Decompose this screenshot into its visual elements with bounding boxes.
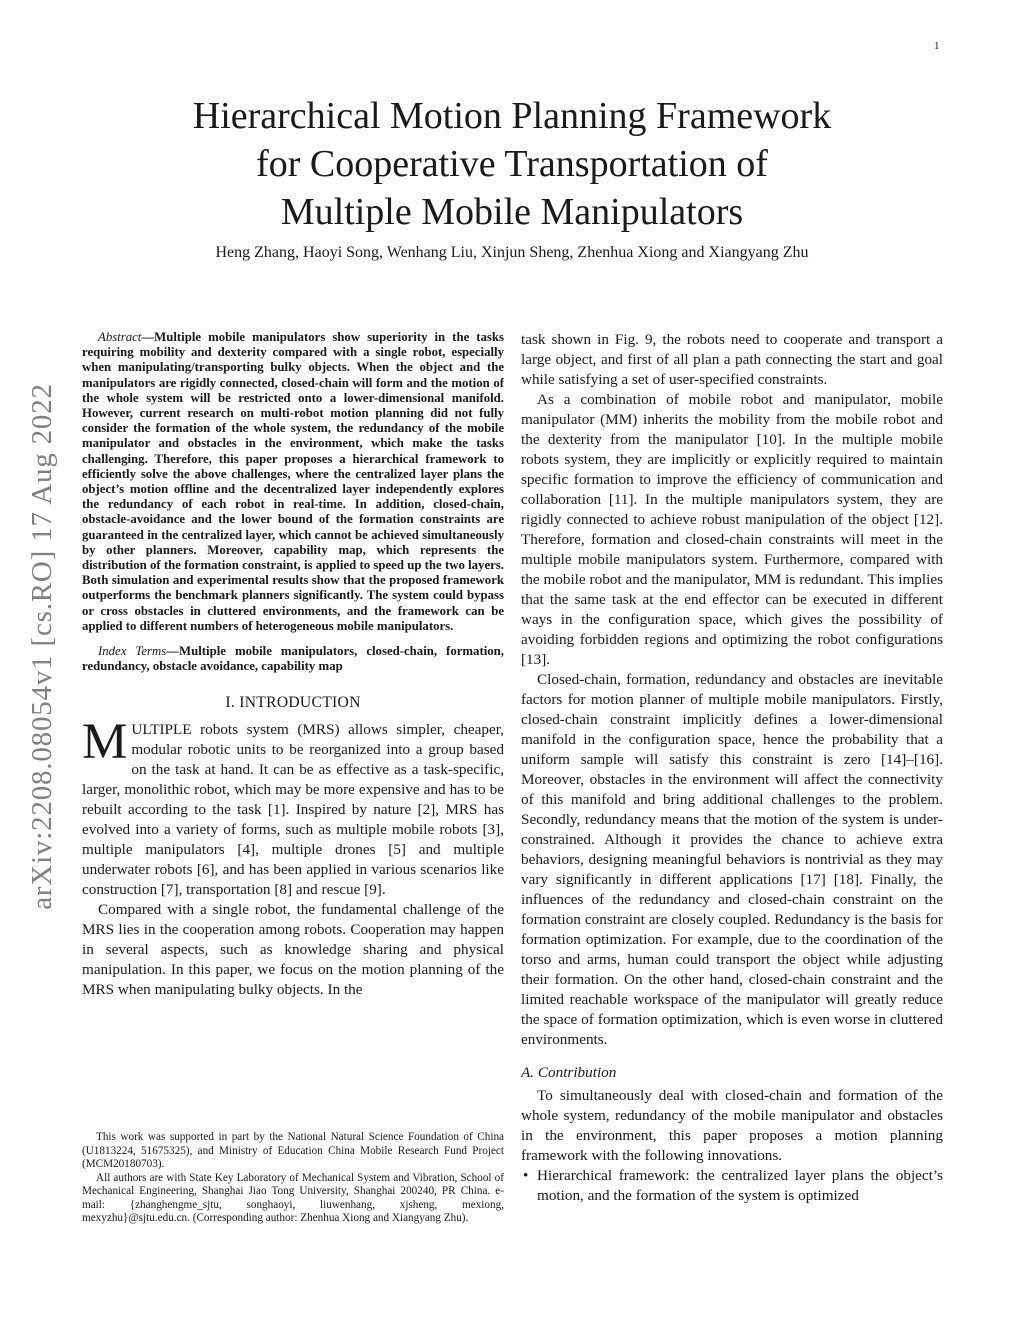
index-terms-text: —Multiple mobile manipulators, closed-chain, formation, redundancy, obstacle avoidance, capability map bbox=[82, 644, 504, 674]
paper-title bbox=[120, 92, 904, 236]
right-paragraph-2: As a combination of mobile robot and manipulator, mobile manipulator (MM) inherits the mobility from the mobile robot and the dexterity from the manipulator [10]. In the multiple mobile robots system, they are implicitly or explicitly required to maintain specific formation to improve the efficiency of communication and collaboration [11]. In the multiple manipulators system, they are rigidly connected to achieve robust manipulation of the object [12]. Therefore, formation and closed-chain constraints will meet in the multiple mobile manipulators system. Furthermore, compared with the mobile robot and the manipulator, MM is redundant. This implies that the same task at the end effector can be executed in different ways in the configuration space, which gives the possibility of avoiding forbidden regions and optimizing the robot configurations [13]. bbox=[521, 391, 943, 668]
abstract-text: —Multiple mobile manipulators show superiority in the tasks requiring mobility and dexterity compared with a single robot, especially when manipulating/transporting bulky objects. When the object and the manipulators are rigidly connected, closed-chain will form and the motion of the whole system will be restricted onto a lower-dimensional manifold. However, current research on multi-robot motion planning did not fully consider the formation of the whole system, the redundancy of the mobile manipulator and obstacles in the environment, which make the tasks challenging. Therefore, this paper proposes a hierarchical framework to efficiently solve the above challenges, where the centralized layer plans the object’s motion offline and the decentralized layer independently explores the redundancy of each robot in real-time. In addition, closed-chain, obstacle-avoidance and the lower bound of the formation constraints are guaranteed in the centralized layer, which cannot be achieved simultaneously by other planners. Moreover, capability map, which represents the distribution of the formation constraint, is applied to speed up the two layers. Both simulation and experimental results show that the proposed framework outperforms the benchmark planners significantly. The system could bypass or cross obstacles in cluttered environments, and the framework can be applied to different numbers of heterogeneous mobile manipulators. bbox=[82, 330, 504, 633]
footnote-affiliation: All authors are with State Key Laboratory of Mechanical System and Vibration, School of Mechanical Engineering, Shanghai Jiao Tong University, Shanghai 200240, PR China. e-mail: {zhanghengme_sjtu, songhaoyi, liuwenhang, xjsheng, mexiong, mexyzhu}@sjtu.edu.cn. (Corresponding author: Zhenhua Xiong and Xiangyang Zhu). bbox=[82, 1171, 504, 1224]
intro-paragraph-2: Compared with a single robot, the fundamental challenge of the MRS lies in the cooperation among robots. Cooperation may happen in several aspects, such as knowledge sharing and physical manipulation. In this paper, we focus on the motion planning of the MRS when manipulating bulky objects. In the bbox=[82, 901, 504, 999]
right-paragraph-3: Closed-chain, formation, redundancy and obstacles are inevitable factors for motion planner of multiple mobile manipulators. Firstly, closed-chain constraint implicitly defines a lower-dimensional manifold in the configuration space, hence the probability that a uniform sample will satisfy this constraint is zero [14]–[16]. Moreover, obstacles in the environment will affect the connectivity of this manifold and bring additional challenges to the problem. Secondly, redundancy means that the motion of the system is under-constrained. Although it provides the chance to achieve extra behaviors, designing meaningful behaviors is nontrivial as they may vary significantly in different applications [17] [18]. Finally, the influences of the redundancy and closed-chain constraint on the formation constraint are closely coupled. Redundancy is the basis for formation optimization. For example, due to the coordination of the torso and arms, human could transport the object while adjusting their formation. On the other hand, closed-chain constraint and the limited reachable workspace of the manipulator will greatly reduce the space of formation optimization, which is even worse in cluttered environments. bbox=[521, 671, 943, 1048]
right-paragraph-1: task shown in Fig. 9, the robots need to cooperate and transport a large object, and first of all plan a path connecting the start and goal while satisfying a set of user-specified constraints. bbox=[521, 331, 943, 388]
arxiv-watermark bbox=[20, 350, 64, 942]
page-number: 1 bbox=[934, 40, 940, 52]
title-line: Multiple Mobile Manipulators bbox=[280, 191, 744, 233]
drop-cap: M bbox=[82, 714, 128, 771]
contribution-list bbox=[521, 1166, 943, 1206]
title-line: for Cooperative Transportation of bbox=[256, 143, 768, 185]
list-item bbox=[521, 1166, 943, 1206]
bullet-mark: • bbox=[523, 1167, 529, 1184]
subsection-heading-contribution: A. Contribution bbox=[521, 1064, 617, 1081]
list-item-text: Hierarchical framework: the centralized layer plans the object’s motion, and the formation of the system is optimized bbox=[537, 1167, 943, 1204]
intro-paragraph-1 bbox=[82, 714, 504, 900]
arxiv-id: arXiv:2208.08054v1 [cs.RO] 17 Aug 2022 bbox=[25, 382, 58, 910]
footnote-funding: This work was supported in part by the National Natural Science Foundation of China (U1813224, 51675325), and Ministry of Education China Mobile Research Fund Project (MCM20180703). bbox=[82, 1131, 504, 1170]
index-terms bbox=[82, 644, 504, 674]
title-line: Hierarchical Motion Planning Framework bbox=[192, 95, 832, 137]
author-list: Heng Zhang, Haoyi Song, Wenhang Liu, Xinjun Sheng, Zhenhua Xiong and Xiangyang Zhu bbox=[215, 244, 809, 261]
section-heading-introduction: I. INTRODUCTION bbox=[225, 694, 361, 712]
intro-paragraph-1-text: ULTIPLE robots system (MRS) allows simpler, cheaper, modular robotic units to be reorganized into a group based on the task at hand. It can be as effective as a task-specific, larger, monolithic robot, which may be more expensive and has to be rebuilt according to the task [1]. Inspired by nature [2], MRS has evolved into a variety of forms, such as multiple mobile robots [3], multiple manipulators [4], multiple drones [5] and multiple underwater robots [6], and has been applied in various scenarios like construction [7], transportation [8] and rescue [9]. bbox=[82, 721, 504, 899]
abstract-label: Abstract bbox=[98, 330, 142, 344]
abstract bbox=[82, 330, 504, 634]
footnotes bbox=[82, 1131, 504, 1226]
right-column bbox=[521, 330, 943, 1295]
index-terms-label: Index Terms bbox=[98, 644, 167, 659]
right-paragraph-4: To simultaneously deal with closed-chain and formation of the whole system, redundancy of the mobile manipulator and obstacles in the environment, this paper proposes a motion planning framework with the following innovations. bbox=[521, 1087, 943, 1164]
